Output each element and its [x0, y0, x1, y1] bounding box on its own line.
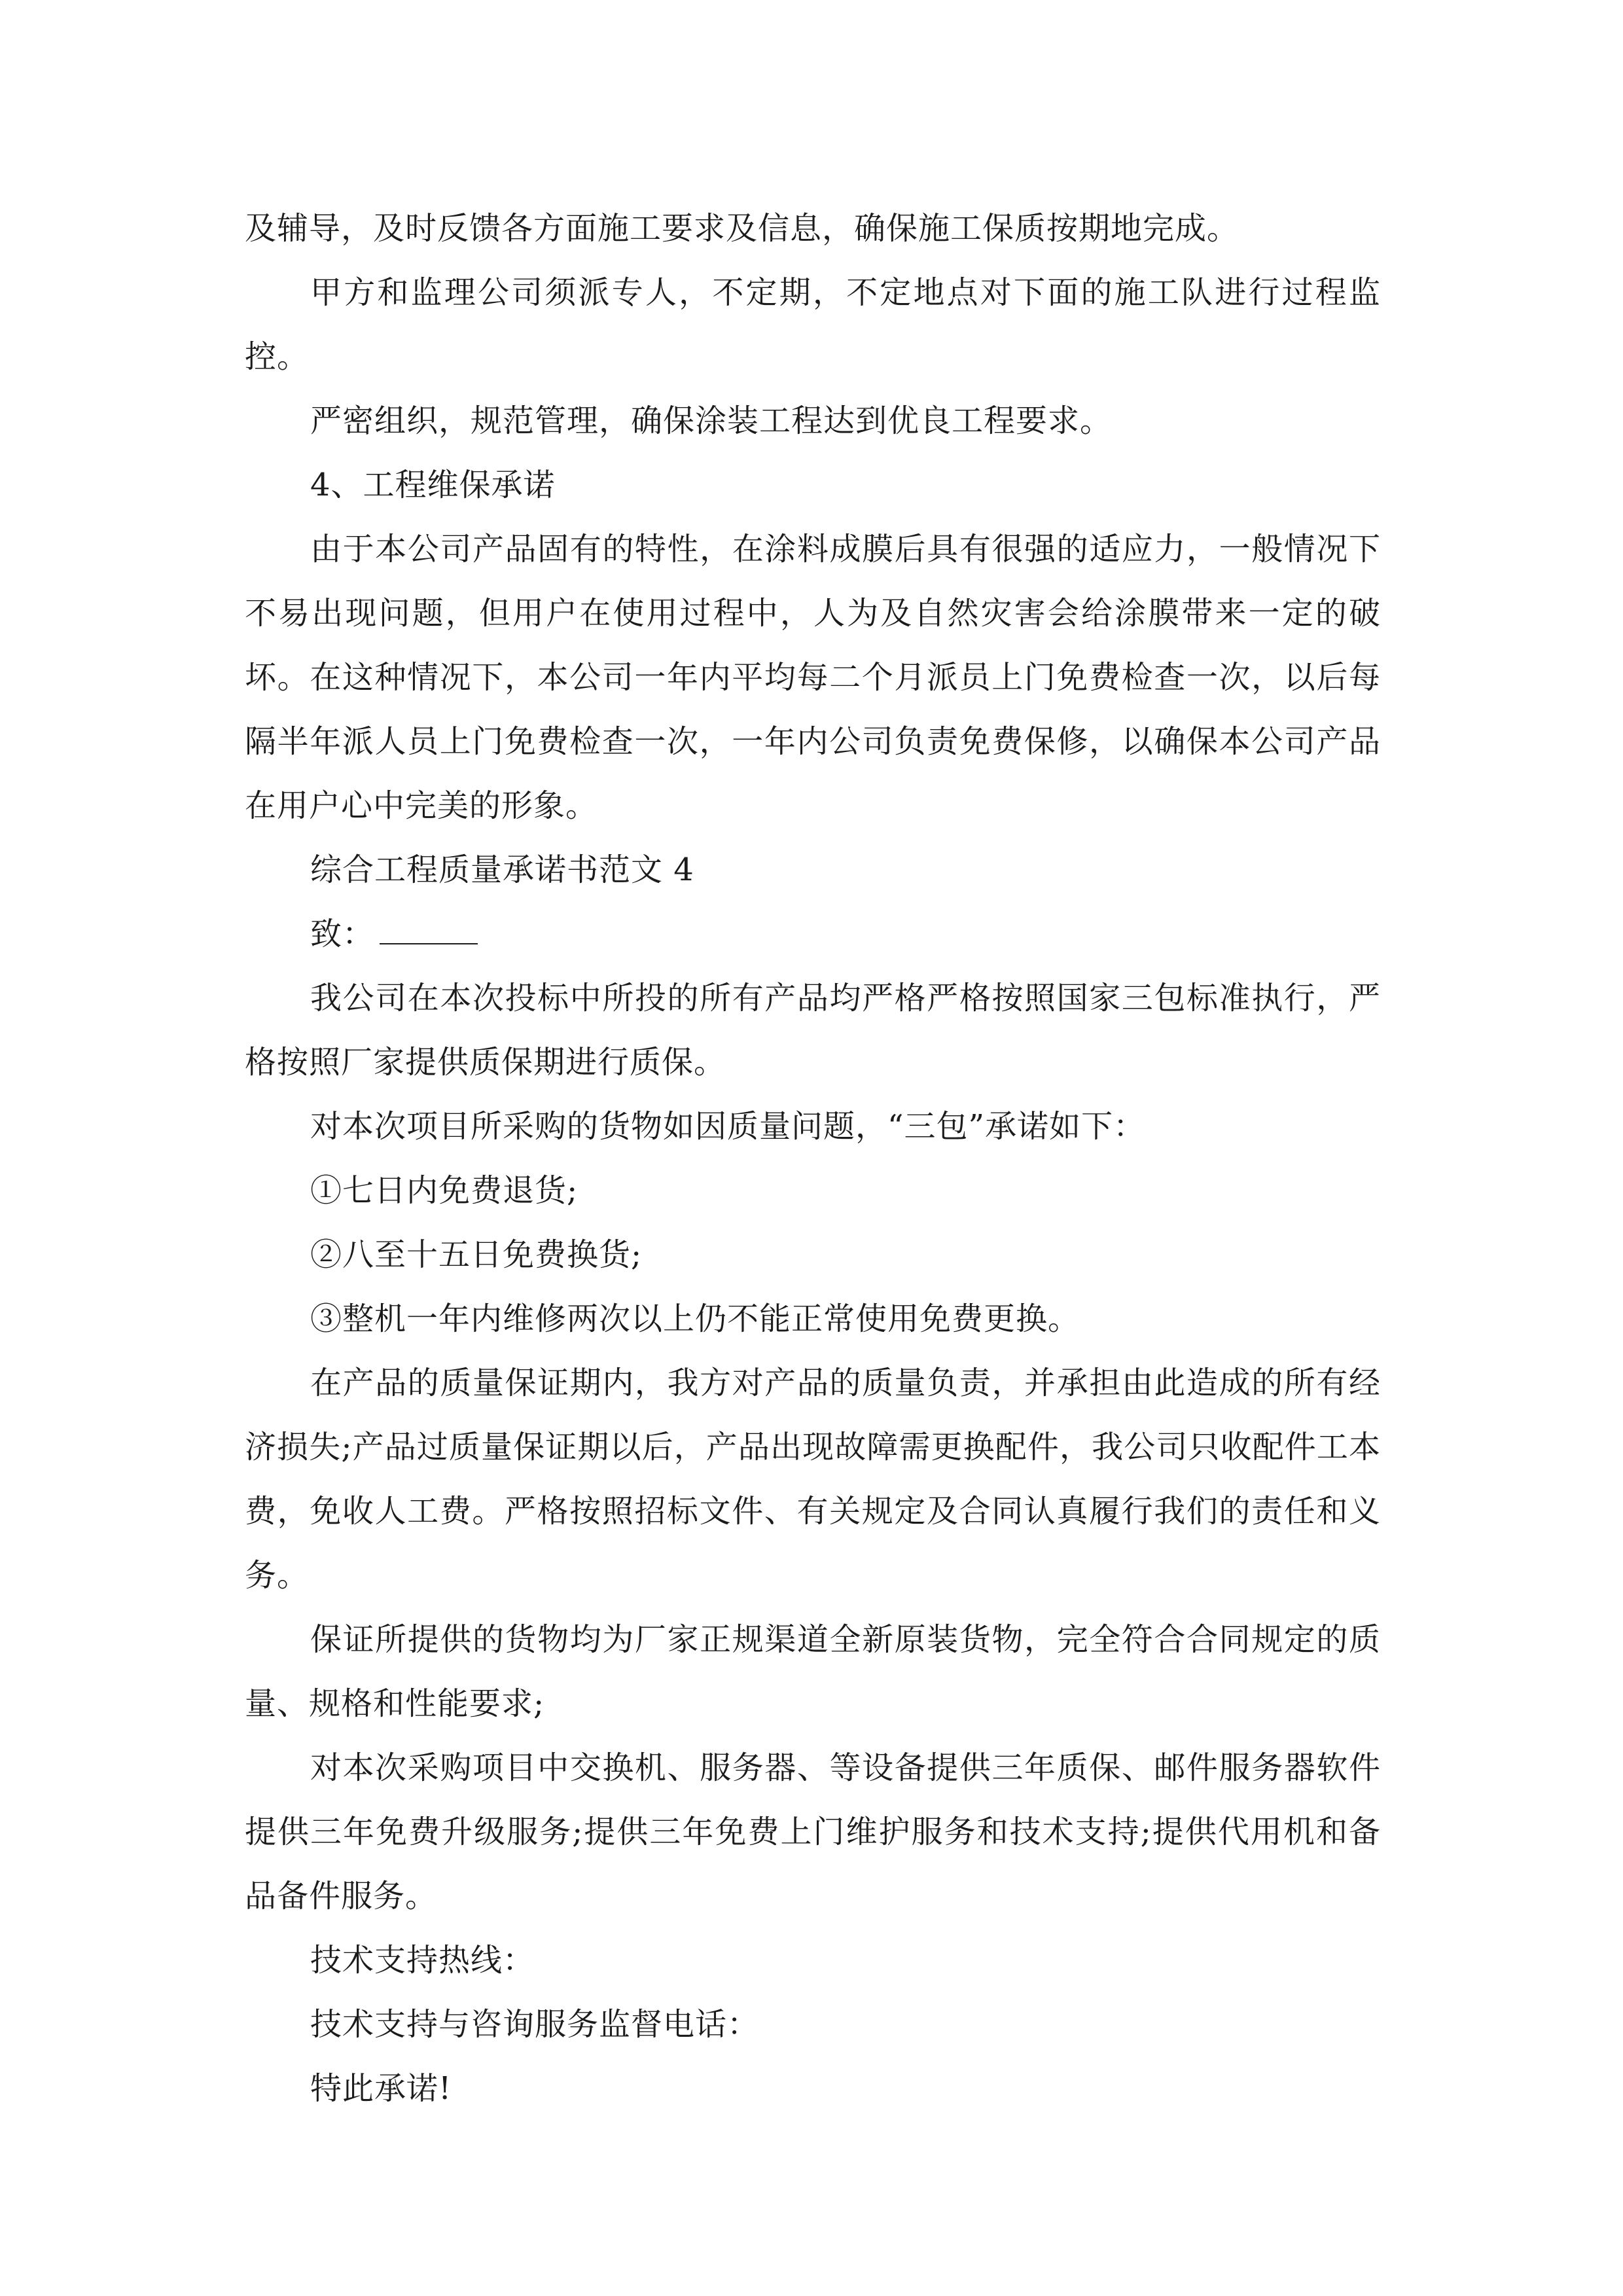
paragraph-continuation: 及辅导，及时反馈各方面施工要求及信息，确保施工保质按期地完成。	[245, 210, 1240, 247]
addressee-label: 致：	[310, 916, 375, 952]
closing-statement: 特此承诺!	[310, 2070, 452, 2107]
list-item-exchange: ②八至十五日免费换货;	[310, 1236, 643, 1273]
document-title-4: 综合工程质量承诺书范文 4	[310, 852, 694, 888]
document-body	[245, 196, 1381, 2121]
paragraph-supervision: 甲方和监理公司须派专人，不定期，不定地点对下面的施工队进行过程监控。	[245, 274, 1381, 375]
paragraph-maintenance: 由于本公司产品固有的特性，在涂料成膜后具有很强的适应力，一般情况下不易出现问题，但用户在使用过程中，人为及自然灾害会给涂膜带来一定的破坏。在这种情况下，本公司一年内平均每二个月派员上门免费检查一次，以后每隔半年派人员上门免费检查一次，一年内公司负责免费保修，以确保本公司产品在用户心中完美的形象。	[245, 531, 1381, 824]
paragraph-three-guarantees: 对本次项目所采购的货物如因质量问题，“三包”承诺如下：	[310, 1108, 1146, 1145]
paragraph-warranty-period: 在产品的质量保证期内，我方对产品的质量负责，并承担由此造成的所有经济损失;产品过质量保证期以后，产品出现故障需更换配件，我公司只收配件工本费，免收人工费。严格按照招标文件、有关规定及合同认真履行我们的责任和义务。	[245, 1365, 1381, 1594]
supervision-phone: 技术支持与咨询服务监督电话：	[310, 2006, 760, 2043]
list-item-return: ①七日内免费退货;	[310, 1172, 579, 1209]
paragraph-services: 对本次采购项目中交换机、服务器、等设备提供三年质保、邮件服务器软件提供三年免费升级服务;提供三年免费上门维护服务和技术支持;提供代用机和备品备件服务。	[245, 1749, 1381, 1914]
support-hotline: 技术支持热线：	[310, 1942, 535, 1979]
paragraph-warranty-standard: 我公司在本次投标中所投的所有产品均严格严格按照国家三包标准执行，严格按照厂家提供质保期进行质保。	[245, 980, 1381, 1081]
addressee-blank	[380, 906, 478, 944]
addressee-line	[245, 902, 1381, 966]
paragraph-management: 严密组织，规范管理，确保涂装工程达到优良工程要求。	[310, 403, 1113, 439]
list-item-replacement: ③整机一年内维修两次以上仍不能正常使用免费更换。	[310, 1300, 1080, 1337]
section-heading-maintenance: 4、工程维保承诺	[310, 467, 556, 503]
paragraph-genuine-goods: 保证所提供的货物均为厂家正规渠道全新原装货物，完全符合合同规定的质量、规格和性能要求;	[245, 1621, 1381, 1722]
